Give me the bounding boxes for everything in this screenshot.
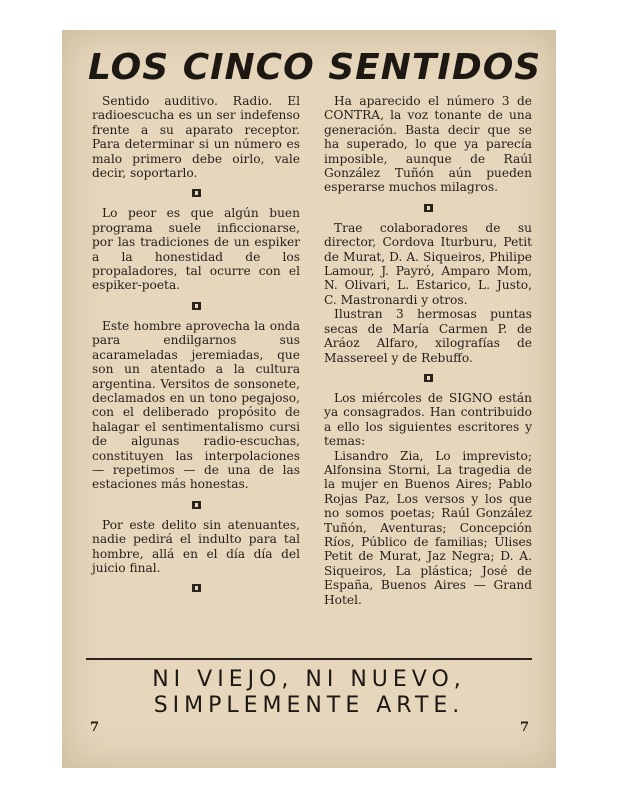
section-separator-icon [424,374,433,382]
left-column [92,94,300,601]
horizontal-rule [86,658,532,660]
section-separator-icon [192,501,201,509]
right-column [324,94,532,607]
magazine-page [62,30,556,768]
right-paragraph-contra: Ha aparecido el número 3 de CONTRA, la voz tonante de una generación. Basta decir que se ha superado, lo que ya parecía imposible, aunque de Raúl González Tuñón aún pueden esperarse muchos milagros. [324,94,532,195]
left-paragraph-1: Sentido auditivo. Radio. El radioescucha es un ser indefenso frente a su aparato receptor. Para determinar si un número es malo primero debe oirlo, vale decir, soportarlo. [92,94,300,181]
page-number-right: 7 [520,720,530,735]
right-paragraph-signo: Los miércoles de SIGNO están ya consagrados. Han contribuido a ello los siguientes escritores y temas: [324,390,532,449]
right-paragraph-illustrations: Ilustran 3 hermosas puntas secas de María Carmen P. de Aráoz Alfaro, xilografías de Massereel y de Rebuffo. [324,307,532,365]
section-separator-icon [424,204,433,212]
slogan-line-1: NI VIEJO, NI NUEVO, [152,667,466,692]
left-paragraph-3: Este hombre aprovecha la onda para endilgarnos sus acarameladas jeremiadas, que son un atentado a la cultura argentina. Versitos de sonsonete, declamados en un tono pegajoso, con el deliberado propósito de halagar el sentimentalismo cursi de algunas radio-escuchas, constituyen las interpolaciones — repetimos — de una de las estaciones más honestas. [92,318,300,492]
left-paragraph-4: Por este delito sin atenuantes, nadie pedirá el indulto para tal hombre, allá en el día día del juicio final. [92,517,300,575]
section-separator-icon [192,584,201,592]
section-separator-icon [192,189,201,197]
left-paragraph-2: Lo peor es que algún buen programa suele inficcionarse, por las tradiciones de un espiker a la honestidad de los propaladores, tal ocurre con el espiker-poeta. [92,206,300,293]
section-separator-icon [192,302,201,310]
right-paragraph-collaborators: Trae colaboradores de su director, Cordova Iturburu, Petit de Murat, D. A. Siqueiros, Philipe Lamour, J. Payró, Amparo Mom, N. Olivari, L. Estarico, L. Justo, C. Mastronardi y otros. [324,220,532,307]
page-title: LOS CINCO SENTIDOS [88,47,542,88]
page-number-left: 7 [90,720,100,735]
right-paragraph-speakers: Lisandro Zia, Lo imprevisto; Alfonsina Storni, La tragedia de la mujer en Buenos Aires; Pablo Rojas Paz, Los versos y los que no somos poetas; Raúl González Tuñón, Aventuras; Concepción Ríos, Público de familias; Ulises Petit de Murat, Jaz Negra; D. A. Siqueiros, La plástica; José de España, Buenos Aires — Grand Hotel. [324,448,532,607]
slogan-line-2: SIMPLEMENTE ARTE. [153,693,465,718]
